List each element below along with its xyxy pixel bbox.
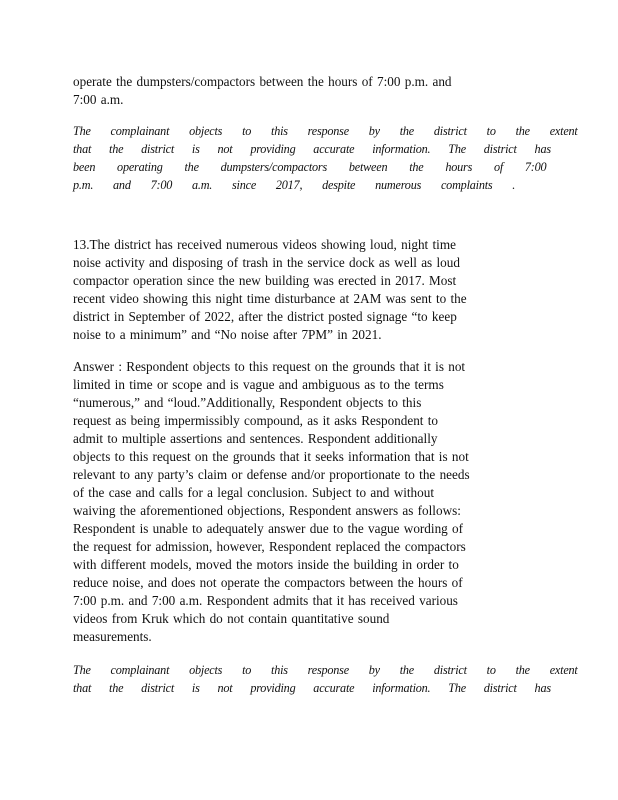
text-line: 7:00 p.m. and 7:00 a.m. Respondent admits that it has received various xyxy=(73,593,458,608)
text-line: waiving the aforementioned objections, Respondent answers as follows: xyxy=(73,503,461,518)
complainant-objection xyxy=(73,122,578,194)
interrogatory-continuation xyxy=(73,73,541,109)
text-line: videos from Kruk which do not contain quantitative sound xyxy=(73,611,390,626)
text-line: Answer : Respondent objects to this request on the grounds that it is not xyxy=(73,359,466,374)
text-line: “numerous,” and “loud.”Additionally, Respondent objects to this xyxy=(73,395,422,410)
text-line: recent video showing this night time disturbance at 2AM was sent to the xyxy=(73,291,467,306)
text-line: been operating the dumpsters/compactors between the hours of 7:00 xyxy=(73,160,547,174)
text-line: operate the dumpsters/compactors between the hours of 7:00 p.m. and xyxy=(73,74,452,89)
text-line: 13.The district has received numerous videos showing loud, night time xyxy=(73,237,456,252)
text-line: that the district is not providing accurate information. The district has xyxy=(73,681,551,695)
text-line: Respondent is unable to adequately answer due to the vague wording of xyxy=(73,521,464,536)
text-line: 7:00 a.m. xyxy=(73,92,124,107)
request-13 xyxy=(73,236,541,344)
text-line: noise to a minimum” and “No noise after 7PM” in 2021. xyxy=(73,327,382,342)
text-line: of the case and calls for a legal conclusion. Subject to and without xyxy=(73,485,434,500)
text-line: measurements. xyxy=(73,629,152,644)
text-line: The complainant objects to this response by the district to the extent xyxy=(73,663,578,677)
text-line: request as being impermissibly compound, as it asks Respondent to xyxy=(73,413,439,428)
text-line: relevant to any party’s claim or defense and/or proportionate to the needs xyxy=(73,467,470,482)
text-line: admit to multiple assertions and sentences. Respondent additionally xyxy=(73,431,438,446)
text-line: The complainant objects to this response by the district to the extent xyxy=(73,124,578,138)
respondent-answer xyxy=(73,358,541,646)
complainant-objection-2 xyxy=(73,661,578,697)
text-line: limited in time or scope and is vague and ambiguous as to the terms xyxy=(73,377,444,392)
text-line: reduce noise, and does not operate the compactors between the hours of xyxy=(73,575,463,590)
text-line: objects to this request on the grounds that it seeks information that is not xyxy=(73,449,469,464)
text-line: noise activity and disposing of trash in the service dock as well as loud xyxy=(73,255,460,270)
text-line: district in September of 2022, after the district posted signage “to keep xyxy=(73,309,457,324)
text-line: compactor operation since the new building was erected in 2017. Most xyxy=(73,273,457,288)
text-line: the request for admission, however, Respondent replaced the compactors xyxy=(73,539,466,554)
text-line: p.m. and 7:00 a.m. since 2017, despite numerous complaints . xyxy=(73,178,516,192)
text-line: that the district is not providing accurate information. The district has xyxy=(73,142,551,156)
text-line: with different models, moved the motors inside the building in order to xyxy=(73,557,459,572)
